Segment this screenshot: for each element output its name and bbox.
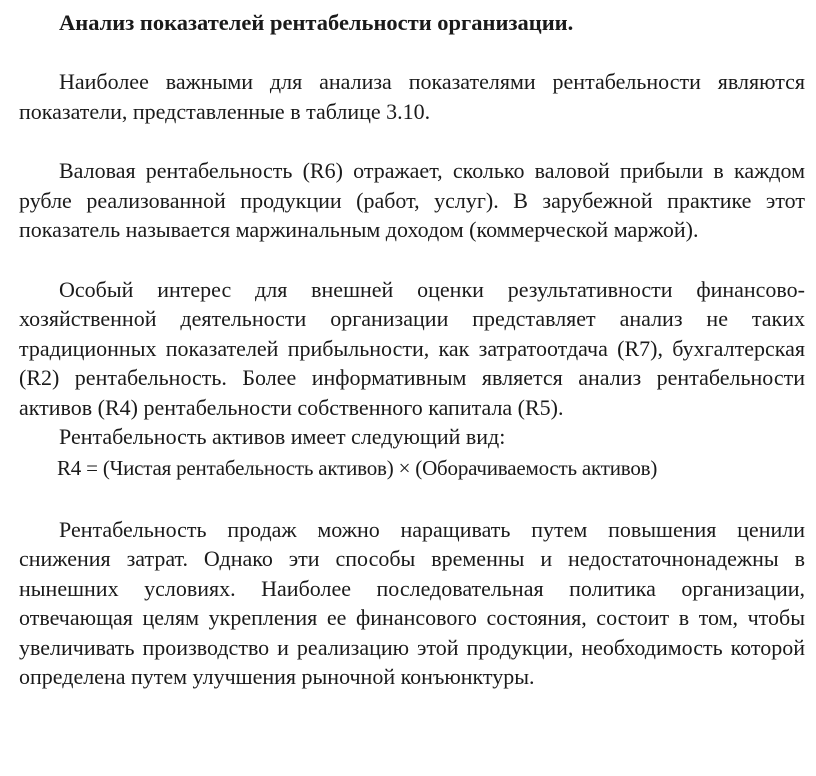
paragraph-assets-form: Рентабельность активов имеет следующий вид: — [59, 424, 506, 449]
document-title: Анализ показателей рентабельности организации. — [59, 10, 574, 35]
spacer — [19, 245, 805, 275]
spacer — [19, 484, 805, 515]
paragraph-special-interest: Особый интерес для внешней оценки результативности финансово-хозяйственной деятельности организации представляет анализ не таких традиционных показателей прибыльности, как затратоотдача (R7), бухгалтерская (R2) рентабельность. Более информативным является анализ рентабельности активов (R4) рентабельности собственного капитала (R5). — [19, 276, 805, 420]
formula-r4: R4 = (Чистая рентабельность активов) × (Оборачиваемость активов) — [57, 455, 658, 480]
spacer — [19, 126, 805, 156]
paragraph-gross-profitability: Валовая рентабельность (R6) отражает, сколько валовой прибыли в каждом рубле реализованной продукции (работ, услуг). В зарубежной практике этот показатель называется маржинальным доходом (коммерческой маржой). — [19, 158, 805, 242]
spacer — [19, 37, 805, 67]
paragraph-intro: Наиболее важными для анализа показателями рентабельности являются показатели, представленные в таблице 3.10. — [19, 69, 805, 124]
paragraph-sales-profitability: Рентабельность продаж можно наращивать путем повышения ценили снижения затрат. Однако эти способы временны и недостаточнонадежны в нынешних условиях. Наиболее последовательная политика организации, отвечающая целям укрепления ее финансового состояния, состоит в том, чтобы увеличивать производство и реализацию этой продукции, необходимость которой определена путем улучшения рыночной конъюнктуры. — [19, 516, 805, 689]
document-page — [19, 8, 805, 692]
